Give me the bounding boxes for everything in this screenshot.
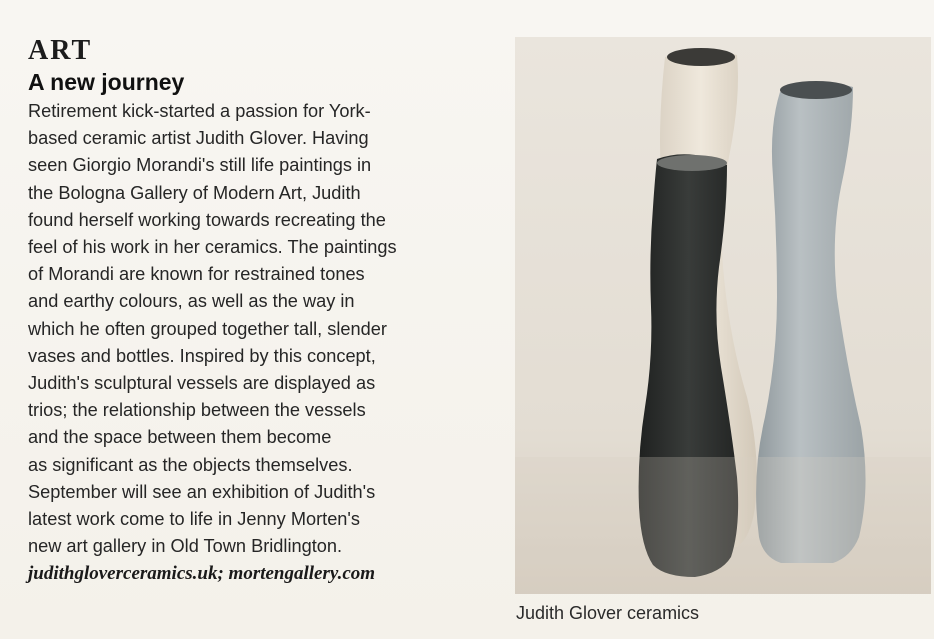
table-surface: [515, 457, 931, 594]
body-line: the Bologna Gallery of Modern Art, Judith: [28, 182, 361, 203]
body-line: of Morandi are known for restrained tones: [28, 264, 365, 285]
body-line: based ceramic artist Judith Glover. Having: [28, 128, 369, 149]
body-line: feel of his work in her ceramics. The paintings: [28, 237, 397, 258]
body-line: Judith's sculptural vessels are displayed as: [28, 373, 376, 394]
body-line: Retirement kick-started a passion for York-: [28, 101, 371, 121]
body-line: found herself working towards recreating the: [28, 209, 386, 230]
article-body: [28, 98, 478, 560]
body-line: and earthy colours, as well as the way in: [28, 291, 355, 312]
body-line: and the space between them become: [28, 427, 332, 448]
grey-vessel-opening: [780, 81, 852, 99]
body-line: trios; the relationship between the vessels: [28, 400, 366, 421]
photo-caption: Judith Glover ceramics: [516, 603, 700, 623]
body-line: seen Giorgio Morandi's still life paintings in: [28, 155, 372, 176]
body-line: as significant as the objects themselves.: [28, 454, 353, 475]
body-line: new art gallery in Old Town Bridlington.: [28, 536, 343, 557]
white-vessel-opening: [667, 48, 735, 66]
vessels-illustration: [515, 37, 931, 594]
black-vessel-opening: [657, 155, 727, 171]
body-line: vases and bottles. Inspired by this concept,: [28, 345, 376, 366]
website-links[interactable]: judithgloverceramics.uk; mortengallery.com: [28, 563, 376, 585]
vessels-photo: [515, 37, 931, 594]
body-line: latest work come to life in Jenny Morten's: [28, 509, 360, 530]
article-headline: A new journey: [28, 69, 185, 95]
section-label: ART: [28, 35, 93, 66]
body-line: which he often grouped together tall, slender: [28, 318, 387, 339]
article-column: [28, 36, 478, 587]
body-line: September will see an exhibition of Judith's: [28, 481, 376, 502]
